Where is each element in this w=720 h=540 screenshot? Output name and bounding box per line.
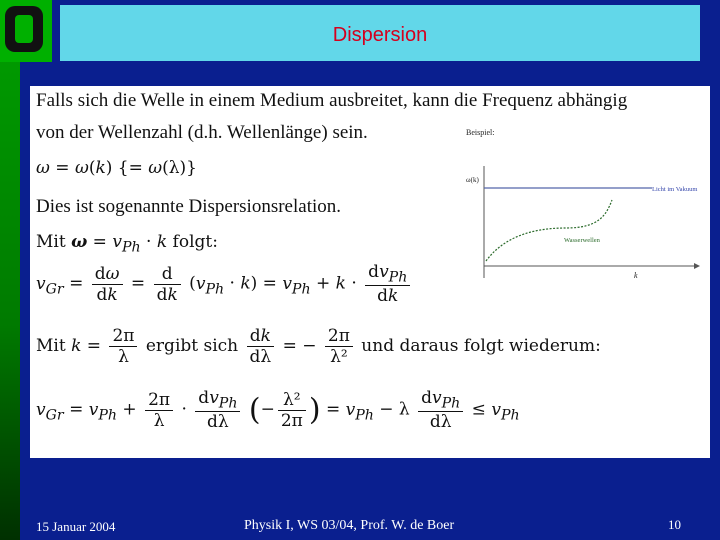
inset-x-label: k: [634, 271, 638, 280]
text-line-4: Dies ist sogenannte Dispersionsrelation.: [36, 196, 342, 217]
left-green-bar: [0, 0, 20, 540]
water-curve: [486, 200, 612, 261]
text-line-1: Falls sich die Welle in einem Medium ausbreitet, kann die Frequenz abhängig: [36, 90, 628, 111]
slide-title: Dispersion: [332, 23, 428, 46]
dispersion-inset-graph: [466, 126, 704, 286]
footer-date: 15 Januar 2004: [36, 519, 116, 534]
water-label: Wasserwellen: [564, 237, 600, 244]
inset-heading: Beispiel:: [466, 128, 495, 137]
equation-vgr-2: $v_{Gr} = v_{Ph}$ + $\frac{2\pi}{\lambda}$ · $\frac{dv_{Ph}}{d\lambda}$ (− $\frac{\text{λ²}}{2\pi}$ ) = $v_{Ph} - \lambda$ $\frac{dv_{Ph}}{d\lambda}$ ≤ $v_{Ph}$: [36, 388, 520, 433]
equation-omega: ω = ω(k) {= ω(λ)}: [36, 158, 197, 178]
footer-course: Physik I, WS 03/04, Prof. W. de Boer: [244, 518, 455, 533]
logo-icon: [0, 0, 52, 62]
title-box: [60, 5, 700, 61]
inset-y-label: ω(k): [466, 176, 479, 184]
vacuum-label: Licht im Vakuum: [652, 186, 698, 193]
content-panel: [30, 86, 710, 458]
page-number: 10: [668, 517, 681, 532]
equation-k: Mit k = $\frac{2\pi}{\lambda}$ ergibt sich $\frac{dk}{d\lambda}$ = − $\frac{2\pi}{\text{λ²}}$ und daraus folgt wiederum:: [36, 326, 601, 367]
equation-vgr-1: $v_{Gr}$ = $\frac{d\omega}{dk}$ = $\frac{d}{dk}$ $(v_{Ph} \cdot k) = v_{Ph} + k$ · $\frac{dv_{Ph}}{dk}$: [36, 262, 413, 306]
equation-mit-omega: Mit $\omega = v_{Ph} \cdot k$ folgt:: [36, 232, 218, 256]
text-line-2: von der Wellenzahl (d.h. Wellenlänge) sein.: [36, 122, 368, 143]
